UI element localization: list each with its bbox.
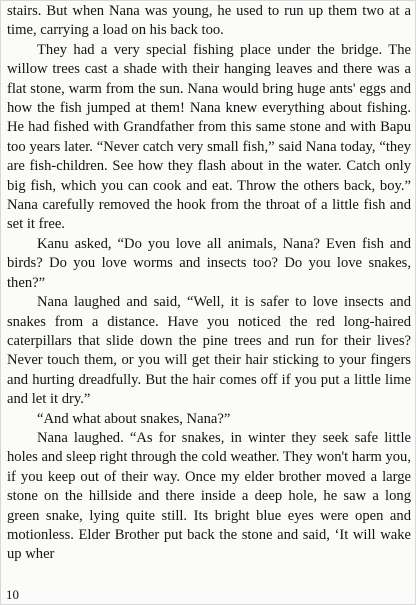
paragraph-nana-insects: Nana laughed and said, “Well, it is safer to love insects and snakes from a distance. Have you noticed the red long-haired caterpillars that slide down the pine trees and run for their lives? Never touch them, or you will get their hair sticking to your fingers and hurting dreadfully. But the hair comes off if you put a little lime and let it dry.” [7, 294, 411, 408]
paragraph-stairs: stairs. But when Nana was young, he used to run up them two at a time, carrying a load on his back too. [7, 3, 411, 39]
paragraph-fishing-place: They had a very special fishing place under the bridge. The willow trees cast a shade with their hanging leaves and there was a flat stone, warm from the sun. Nana would bring huge ants' eggs and how the fish jumped at them! Nana knew everything about fishing. He had fished with Grandfather from this same stone and with Bapu too years later. “Never catch very small fish,” said Nana today, “they are fish-children. See how they flash about in the water. Catch only big fish, which you can cook and eat. Throw the others back, boy.” Nana carefully removed the hook from the throat of a little fish and set it free. [7, 41, 411, 233]
paragraph-what-about-snakes: “And what about snakes, Nana?” [37, 410, 231, 427]
paragraph-snakes-winter: Nana laughed. “As for snakes, in winter they seek safe little holes and sleep right through the cold weather. They won't harm you, if you keep out of their way. Once my elder brother moved a large stone on the hillside and there inside a deep hole, he saw a long green snake, lying quite still. Its bright blue eyes were open and motionless. Elder Brother put back the stone and said, ‘It will wake up wher [7, 429, 411, 563]
page-text [7, 2, 411, 565]
page-number: 10 [6, 587, 19, 602]
paragraph-kanu-asks: Kanu asked, “Do you love all animals, Nana? Even fish and birds? Do you love worms and insects too? Do you love snakes, then?” [7, 235, 411, 291]
